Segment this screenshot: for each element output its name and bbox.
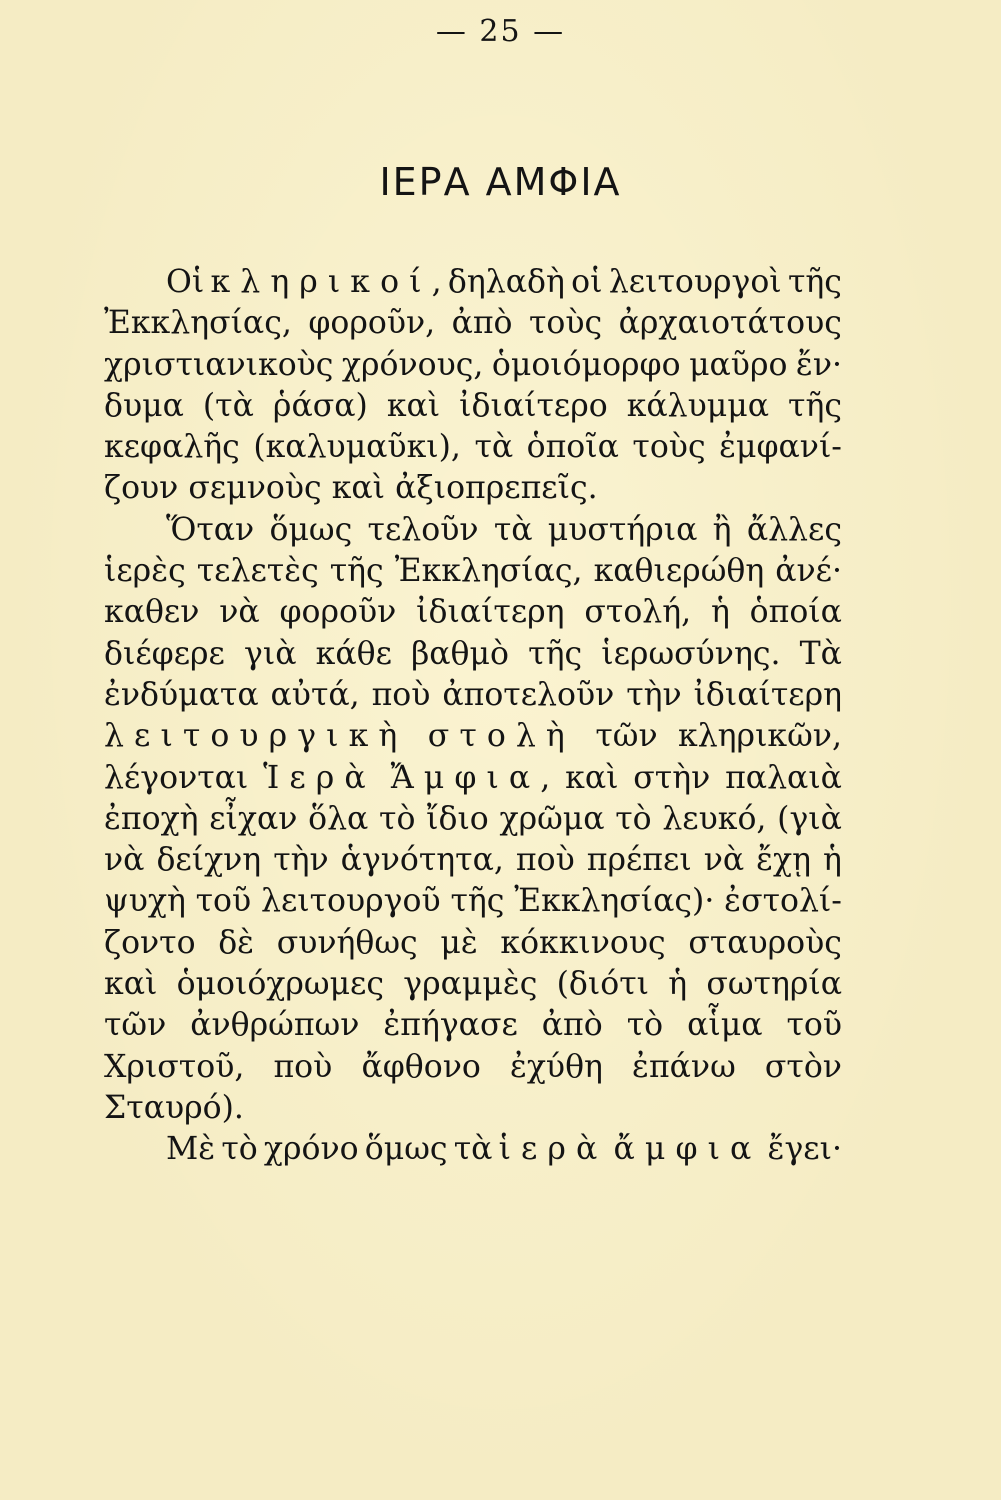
word: κόκκινους [500, 924, 666, 961]
word: τελετὲς [196, 553, 319, 590]
word: δείχνη [156, 842, 262, 879]
word: ἀξιοπρεπεῖς. [395, 470, 598, 507]
word: ἀνέ· [775, 553, 842, 590]
word: τῆς [787, 264, 842, 300]
word: ἄλλες [746, 511, 842, 548]
word: τῆς [528, 635, 583, 672]
text-line [104, 262, 842, 303]
word: τὸ [615, 800, 652, 837]
word: ἰδιαίτερο [459, 387, 608, 424]
word: καὶ [104, 966, 158, 1003]
word: ποὺ [371, 676, 431, 713]
word: ἡ [710, 594, 730, 631]
word: ἴδιο [426, 800, 489, 837]
text-line [104, 468, 842, 509]
word: χρόνους, [341, 346, 484, 383]
word: ποὺ [515, 842, 575, 879]
word: Τὰ [799, 635, 842, 672]
word: καὶ [386, 387, 441, 424]
word: μὲ [440, 924, 478, 961]
word: τὰ [453, 1131, 493, 1168]
word: κάλυμμα [626, 387, 770, 424]
text-line [104, 1047, 842, 1088]
page-number: — 25 — [435, 14, 566, 49]
word: , [540, 759, 551, 796]
word: ἢ [712, 511, 732, 548]
word: στὸν [764, 1048, 842, 1085]
emphasized-word: στολὴ [427, 718, 575, 755]
word: χριστιανικοὺς [104, 346, 334, 383]
word: Ἐκκλησίας, [394, 553, 583, 590]
emphasized-word: κληρικοί [210, 264, 432, 300]
word: ἔν· [795, 346, 842, 383]
emphasized-word: Ἄμφια [390, 759, 541, 796]
word: ἀπὸ [541, 1007, 603, 1044]
word: στολή, [584, 594, 692, 631]
word: (τὰ [202, 387, 254, 424]
word: ὅμως [364, 1131, 448, 1168]
word: τῶν [595, 718, 658, 755]
word: (διότι [556, 966, 649, 1003]
word: καθεν [104, 594, 200, 631]
word: ἡ [668, 966, 688, 1003]
word: σταυροὺς [688, 924, 842, 961]
word: ὅμως [269, 511, 353, 548]
word: ποὺ [273, 1048, 333, 1085]
word: ἐποχὴ [104, 800, 199, 837]
text-line [104, 675, 842, 716]
word: ἱερωσύνης. [601, 635, 781, 672]
word: ἰδιαίτερη [416, 594, 565, 631]
word: ἰδιαίτερη [693, 676, 842, 713]
text-line [104, 510, 842, 551]
text-line [104, 758, 842, 799]
word: δηλαδὴ [447, 264, 565, 300]
emphasized-word: ἄμφια [613, 1131, 762, 1168]
word: φοροῦν [279, 594, 397, 631]
word: εἶχαν [209, 800, 298, 837]
word: ἀρχαιοτάτους [618, 305, 842, 342]
word: δυμα [104, 387, 184, 424]
word: τοῦ [195, 883, 252, 920]
word: βαθμὸ [411, 635, 509, 672]
word: φοροῦν, [308, 305, 436, 342]
word: καθιερώθη [593, 553, 765, 590]
word: συνήθως [276, 924, 418, 961]
word: τοῦ [786, 1007, 842, 1044]
word: στὴν [633, 759, 711, 796]
word: ὁμοιόμορφο [491, 346, 681, 383]
word: σωτηρία [706, 966, 842, 1003]
text-line [104, 881, 842, 922]
word: οἱ [571, 264, 603, 300]
word: ἁγνότητα, [340, 842, 504, 879]
word: Σταυρό). [104, 1089, 244, 1126]
word: τῶν [104, 1007, 167, 1044]
word: τὴν [626, 676, 682, 713]
text-line [104, 964, 842, 1005]
word: ὁμοιόχρωμες [176, 966, 385, 1003]
emphasized-word: ἱερὰ [498, 1131, 608, 1168]
word: Χριστοῦ, [104, 1048, 245, 1085]
word: ζοντο [104, 924, 196, 961]
word: ἐπάνω [632, 1048, 736, 1085]
word: λευκό, [662, 800, 767, 837]
text-line [104, 592, 842, 633]
word: ἔχῃ [756, 842, 812, 879]
text-line [104, 1088, 842, 1129]
word: ἄφθονο [361, 1048, 481, 1085]
word: νὰ [104, 842, 145, 879]
word: (γιὰ [777, 800, 842, 837]
word: τῆς [329, 553, 384, 590]
word: ἀπὸ [451, 305, 513, 342]
word: τὸ [626, 1007, 664, 1044]
word: Οἱ [166, 264, 205, 300]
word: γιὰ [244, 635, 297, 672]
word: τοὺς [528, 305, 603, 342]
emphasized-word: Ἱερὰ [263, 759, 376, 796]
word: διέφερε [104, 635, 225, 672]
text-line [104, 1005, 842, 1046]
word: κληρικῶν, [678, 718, 842, 755]
word: ἀποτελοῦν [442, 676, 615, 713]
word: πρέπει [586, 842, 692, 879]
word: τῆς [450, 883, 505, 920]
word: κεφαλῆς [104, 429, 240, 466]
word: ὁποῖα [526, 429, 619, 466]
text-line [104, 840, 842, 881]
word: ἐχύθη [509, 1048, 603, 1085]
body-text [104, 262, 842, 1171]
word: τὸ [221, 1131, 258, 1168]
word: τελοῦν [367, 511, 479, 548]
word: ψυχὴ [104, 883, 186, 920]
word: γραμμὲς [403, 966, 538, 1003]
word: ἀνθρώπων [190, 1007, 360, 1044]
word: Ὅταν [166, 511, 255, 548]
text-line [104, 303, 842, 344]
word: ἱερὲς [104, 553, 186, 590]
page-title: ΙΕΡΑ ΑΜΦΙΑ [379, 160, 622, 204]
word: καὶ [565, 759, 619, 796]
paragraph [104, 510, 842, 1129]
word: ὁποία [749, 594, 842, 631]
word: , [431, 264, 442, 300]
word: Ἐκκλησίας, [104, 305, 292, 342]
word: παλαιὰ [725, 759, 842, 796]
text-line [104, 386, 842, 427]
text-line [104, 634, 842, 675]
word: σεμνοὺς [188, 470, 322, 507]
text-line [104, 1129, 842, 1170]
text-line [104, 551, 842, 592]
word [391, 758, 551, 799]
word: τὸ [379, 800, 416, 837]
word: Ἐκκλησίας)· [514, 883, 715, 920]
paragraph [104, 1129, 842, 1170]
word: καὶ [331, 470, 386, 507]
word: λειτουργοῦ [260, 883, 441, 920]
word: νὰ [219, 594, 260, 631]
word: ἐστολί- [724, 883, 842, 920]
paragraph [104, 262, 842, 510]
word: μαῦρο [689, 346, 788, 383]
word: τῆς [788, 387, 842, 424]
text-line [104, 799, 842, 840]
text-line [104, 716, 842, 757]
word: ἐνδύματα [104, 676, 259, 713]
word: (καλυμαῦκι), [253, 429, 461, 466]
word [211, 262, 442, 303]
word: αἷμα [687, 1007, 763, 1044]
word: τὰ [493, 511, 533, 548]
word: τοὺς [632, 429, 706, 466]
word: ἐπήγασε [383, 1007, 518, 1044]
word: ἔγει· [767, 1131, 842, 1168]
word: λέγονται [104, 759, 249, 796]
text-line [104, 345, 842, 386]
text-line [104, 923, 842, 964]
word: λειτουργοὶ [608, 264, 782, 300]
word: τὰ [474, 429, 514, 466]
word: δὲ [218, 924, 255, 961]
text-line [104, 427, 842, 468]
word: χρόνο [263, 1131, 359, 1168]
word: ὅλα [308, 800, 369, 837]
word: αὐτά, [270, 676, 360, 713]
word: νὰ [703, 842, 745, 879]
word: ῥάσα) [272, 387, 368, 424]
word: τὴν [273, 842, 329, 879]
word: Μὲ [166, 1131, 216, 1168]
emphasized-word: λειτουργικὴ [104, 718, 408, 755]
word: χρῶμα [499, 800, 605, 837]
word: μυστήρια [547, 511, 698, 548]
word: ἐμφανί- [719, 429, 842, 466]
word: κάθε [315, 635, 392, 672]
word: ἡ [823, 842, 842, 879]
word: ζουν [104, 470, 179, 507]
